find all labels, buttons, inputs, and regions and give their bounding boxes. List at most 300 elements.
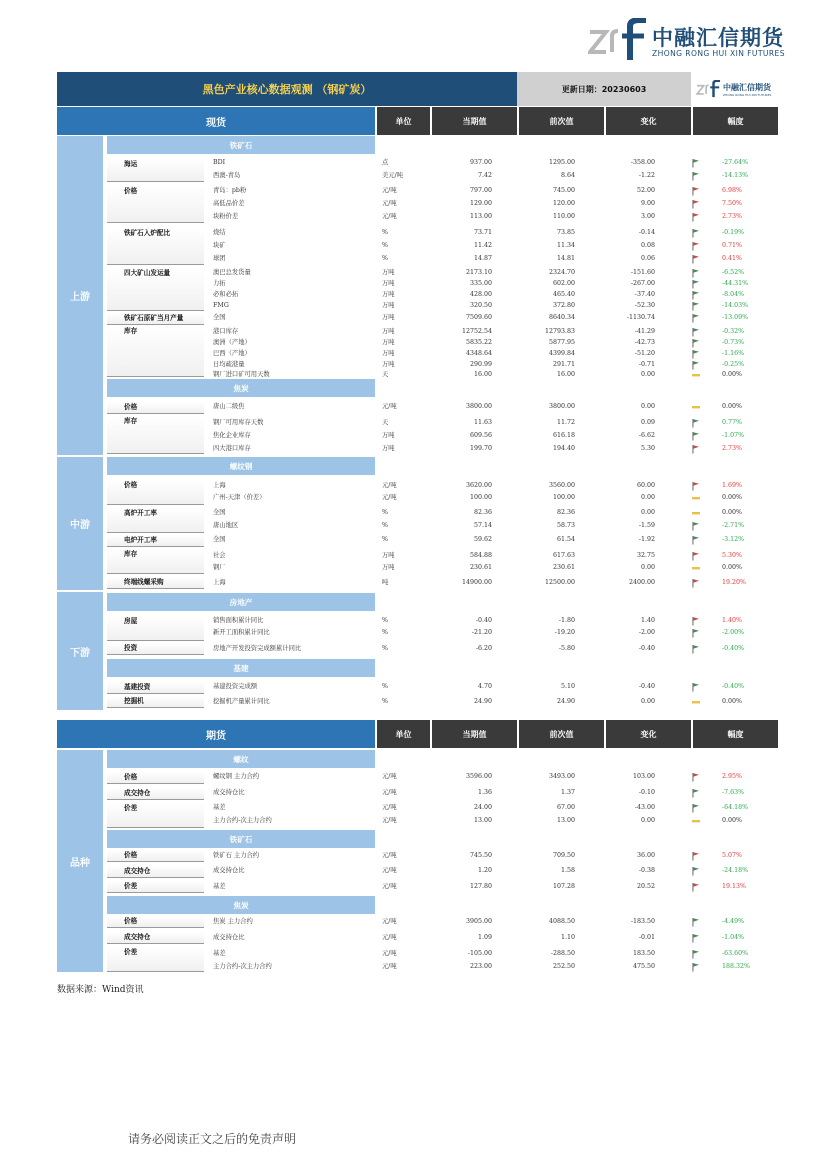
green-flag-icon xyxy=(691,158,701,172)
band-rebar: 螺纹钢 xyxy=(107,457,375,475)
indicator-cell: 销售面积累计同比 xyxy=(213,617,264,624)
mini-logo-english: ZHONG RONG HUI XIN FUTURES xyxy=(723,93,772,97)
table-row xyxy=(107,493,778,503)
current-value-cell: -6.20 xyxy=(475,645,492,652)
unit-cell: 元/吨 xyxy=(382,773,397,780)
category-label: 海运 xyxy=(107,159,204,182)
table-row xyxy=(107,851,778,861)
current-value-cell: 199.70 xyxy=(469,445,492,452)
logo-chinese-name: 中融汇信期货 xyxy=(652,26,784,50)
table-row xyxy=(107,228,778,238)
previous-value-cell: 1295.00 xyxy=(548,159,575,166)
indicator-cell: 钢厂 xyxy=(213,564,226,571)
previous-value-cell: 465.40 xyxy=(552,291,575,298)
previous-value-cell: 5.10 xyxy=(560,683,575,690)
unit-cell: 万吨 xyxy=(382,314,395,321)
red-flag-icon xyxy=(691,772,701,786)
red-flag-icon xyxy=(691,254,701,268)
current-value-cell: 12752.54 xyxy=(461,328,492,335)
current-value-cell: 290.99 xyxy=(469,361,492,368)
percent-cell: 2.73% xyxy=(722,445,743,452)
unit-cell: % xyxy=(382,698,388,705)
current-value-cell: 2173.10 xyxy=(465,269,492,276)
green-flag-icon xyxy=(691,949,701,963)
indicator-cell: FMG xyxy=(213,302,229,309)
current-value-cell: 1.36 xyxy=(477,789,492,796)
band-iron-ore: 铁矿石 xyxy=(107,136,375,154)
change-cell: -0.40 xyxy=(638,645,655,652)
unit-cell: 元/吨 xyxy=(382,934,397,941)
table-row xyxy=(107,313,778,323)
current-value-cell: 11.63 xyxy=(473,419,492,426)
column-unit: 单位 xyxy=(375,720,430,748)
previous-value-cell: 82.36 xyxy=(556,509,575,516)
percent-cell: 19.20% xyxy=(722,579,747,586)
current-value-cell: -105.00 xyxy=(467,950,492,957)
indicator-cell: 螺纹钢 主力合约 xyxy=(213,773,260,780)
change-cell: 9.00 xyxy=(640,200,655,207)
percent-cell: 188.32% xyxy=(722,963,751,970)
current-value-cell: 113.00 xyxy=(469,213,492,220)
disclaimer-note: 请务必阅读正文之后的免责声明 xyxy=(128,1132,297,1146)
change-cell: -0.10 xyxy=(638,789,655,796)
unit-cell: 元/吨 xyxy=(382,789,397,796)
table-row xyxy=(107,199,778,209)
percent-cell: -0.25% xyxy=(722,361,745,368)
percent-cell: 19.13% xyxy=(722,883,747,890)
table-row xyxy=(107,644,778,654)
current-value-cell: 3596.00 xyxy=(465,773,492,780)
change-cell: 20.52 xyxy=(636,883,655,890)
change-cell: 0.06 xyxy=(640,255,655,262)
flat-bar-icon xyxy=(691,816,701,830)
change-cell: 0.00 xyxy=(640,817,655,824)
indicator-cell: 钢厂进口矿可用天数 xyxy=(213,371,270,378)
current-value-cell: 59.62 xyxy=(473,536,492,543)
unit-cell: 万吨 xyxy=(382,361,395,368)
unit-cell: 元/吨 xyxy=(382,817,397,824)
change-cell: 0.08 xyxy=(640,242,655,249)
percent-cell: -2.71% xyxy=(722,522,745,529)
current-value-cell: 609.56 xyxy=(469,432,492,439)
percent-cell: 0.41% xyxy=(722,255,743,262)
unit-cell: % xyxy=(382,229,388,236)
indicator-cell: 成交持仓比 xyxy=(213,934,245,941)
category-label: 价格 xyxy=(107,186,204,223)
green-flag-icon xyxy=(691,866,701,880)
current-value-cell: 100.00 xyxy=(469,494,492,501)
change-cell: 0.00 xyxy=(640,509,655,516)
indicator-cell: 基差 xyxy=(213,950,226,957)
change-cell: -6.62 xyxy=(638,432,655,439)
previous-value-cell: 100.00 xyxy=(552,494,575,501)
percent-cell: -3.12% xyxy=(722,536,745,543)
category-label: 价格 xyxy=(107,916,204,928)
change-cell: -0.01 xyxy=(638,934,655,941)
previous-value-cell: -19.20 xyxy=(554,629,575,636)
unit-cell: 元/吨 xyxy=(382,482,397,489)
previous-value-cell: 709.50 xyxy=(552,852,575,859)
percent-cell: 0.77% xyxy=(722,419,743,426)
percent-cell: -0.19% xyxy=(722,229,745,236)
percent-cell: -0.40% xyxy=(722,645,745,652)
unit-cell: 万吨 xyxy=(382,328,395,335)
category-label: 终端线螺采购 xyxy=(107,577,204,589)
percent-cell: 1.40% xyxy=(722,617,743,624)
indicator-cell: 必和必拓 xyxy=(213,291,239,298)
indicator-cell: 基差 xyxy=(213,883,226,890)
column-change: 变化 xyxy=(604,107,691,135)
indicator-cell: 烧结 xyxy=(213,229,226,236)
table-row xyxy=(107,917,778,927)
unit-cell: 元/吨 xyxy=(382,187,397,194)
previous-value-cell: 745.00 xyxy=(552,187,575,194)
current-value-cell: 3905.00 xyxy=(465,918,492,925)
indicator-cell: 唐山二级焦 xyxy=(213,403,245,410)
table-row xyxy=(107,290,778,300)
current-value-cell: 1.20 xyxy=(477,867,492,874)
change-cell: 1.40 xyxy=(640,617,655,624)
current-value-cell: 937.00 xyxy=(469,159,492,166)
change-cell: -183.50 xyxy=(630,918,655,925)
percent-cell: 0.00% xyxy=(722,371,743,378)
unit-cell: 万吨 xyxy=(382,302,395,309)
column-change: 变化 xyxy=(604,720,691,748)
indicator-cell: 块粉价差 xyxy=(213,213,239,220)
indicator-cell: 球团 xyxy=(213,255,226,262)
red-flag-icon xyxy=(691,212,701,226)
company-logo xyxy=(588,18,785,64)
column-percent: 幅度 xyxy=(691,720,778,748)
indicator-cell: 澳洲（产地） xyxy=(213,339,251,346)
unit-cell: 万吨 xyxy=(382,432,395,439)
unit-cell: 元/吨 xyxy=(382,213,397,220)
table-row xyxy=(107,535,778,545)
table-row xyxy=(107,788,778,798)
unit-cell: 元/吨 xyxy=(382,200,397,207)
previous-value-cell: 5877.95 xyxy=(548,339,575,346)
change-cell: 3.00 xyxy=(640,213,655,220)
unit-cell: 元/吨 xyxy=(382,950,397,957)
change-cell: 103.00 xyxy=(632,773,655,780)
percent-cell: 0.00% xyxy=(722,494,743,501)
current-value-cell: 584.88 xyxy=(469,552,492,559)
column-percent: 幅度 xyxy=(691,107,778,135)
change-cell: -358.00 xyxy=(630,159,655,166)
indicator-cell: 港口库存 xyxy=(213,328,239,335)
band-coke: 焦炭 xyxy=(107,379,375,397)
band-real-estate: 房地产 xyxy=(107,593,375,611)
current-value-cell: 16.00 xyxy=(473,371,492,378)
unit-cell: % xyxy=(382,242,388,249)
table-row xyxy=(107,349,778,359)
futures-section-title: 期货 xyxy=(57,720,375,748)
table-row xyxy=(107,254,778,264)
percent-cell: -14.03% xyxy=(722,302,749,309)
column-unit: 单位 xyxy=(375,107,430,135)
indicator-cell: 全国 xyxy=(213,536,226,543)
indicator-cell: 四大港口库存 xyxy=(213,445,251,452)
indicator-cell: 上海 xyxy=(213,482,226,489)
table-row xyxy=(107,772,778,782)
current-value-cell: 4.70 xyxy=(477,683,492,690)
green-flag-icon xyxy=(691,171,701,185)
category-label: 价格 xyxy=(107,402,204,414)
change-cell: 60.00 xyxy=(636,482,655,489)
table-row xyxy=(107,418,778,428)
table-row xyxy=(107,962,778,972)
indicator-cell: 成交持仓比 xyxy=(213,867,245,874)
indicator-cell: 基差 xyxy=(213,804,226,811)
table-row xyxy=(107,370,778,380)
green-flag-icon xyxy=(691,682,701,696)
green-flag-icon xyxy=(691,962,701,976)
data-source-note: 数据来源：Wind资讯 xyxy=(57,985,144,995)
table-row xyxy=(107,563,778,573)
previous-value-cell: 58.73 xyxy=(556,522,575,529)
percent-cell: -0.73% xyxy=(722,339,745,346)
previous-value-cell: 4088.50 xyxy=(548,918,575,925)
table-row xyxy=(107,628,778,638)
current-value-cell: 14.87 xyxy=(473,255,492,262)
previous-value-cell: 1.10 xyxy=(560,934,575,941)
percent-cell: 5.07% xyxy=(722,852,743,859)
unit-cell: % xyxy=(382,509,388,516)
unit-cell: 万吨 xyxy=(382,552,395,559)
table-row xyxy=(107,360,778,370)
current-value-cell: 4348.64 xyxy=(465,350,492,357)
indicator-cell: 块矿 xyxy=(213,242,226,249)
previous-value-cell: 13.00 xyxy=(556,817,575,824)
indicator-cell: 全国 xyxy=(213,314,226,321)
indicator-cell: BDI xyxy=(213,159,226,166)
percent-cell: 2.73% xyxy=(722,213,743,220)
table-row xyxy=(107,301,778,311)
spot-section-title: 现货 xyxy=(57,107,375,135)
previous-value-cell: 3493.00 xyxy=(548,773,575,780)
unit-cell: % xyxy=(382,683,388,690)
current-value-cell: 129.00 xyxy=(469,200,492,207)
change-cell: -0.14 xyxy=(638,229,655,236)
unit-cell: 美元/吨 xyxy=(382,172,404,179)
indicator-cell: 基建投资完成额 xyxy=(213,683,258,690)
futures-header-row xyxy=(57,720,778,748)
green-flag-icon xyxy=(691,803,701,817)
previous-value-cell: 11.72 xyxy=(556,419,575,426)
percent-cell: -0.40% xyxy=(722,683,745,690)
update-date: 更新日期：20230603 xyxy=(517,72,691,106)
indicator-cell: 高低品价差 xyxy=(213,200,245,207)
category-label: 价格 xyxy=(107,480,204,505)
category-label: 铁矿石原矿当月产量 xyxy=(107,313,204,325)
mini-logo-chinese: 中融汇信期货 xyxy=(723,83,771,92)
change-cell: 0.00 xyxy=(640,564,655,571)
change-cell: -1.59 xyxy=(638,522,655,529)
change-cell: 475.50 xyxy=(632,963,655,970)
table-row xyxy=(107,241,778,251)
previous-value-cell: 3800.00 xyxy=(548,403,575,410)
previous-value-cell: -5.80 xyxy=(558,645,575,652)
previous-value-cell: -288.50 xyxy=(550,950,575,957)
unit-cell: 元/吨 xyxy=(382,403,397,410)
previous-value-cell: -1.80 xyxy=(558,617,575,624)
unit-cell: 天 xyxy=(382,371,389,378)
green-flag-icon xyxy=(691,313,701,327)
change-cell: -1.92 xyxy=(638,536,655,543)
previous-value-cell: 1.58 xyxy=(560,867,575,874)
percent-cell: -1.16% xyxy=(722,350,745,357)
change-cell: 0.00 xyxy=(640,494,655,501)
previous-value-cell: 120.00 xyxy=(552,200,575,207)
table-row xyxy=(107,402,778,412)
green-flag-icon xyxy=(691,933,701,947)
green-flag-icon xyxy=(691,418,701,432)
percent-cell: -1.04% xyxy=(722,934,745,941)
indicator-cell: 力拓 xyxy=(213,280,226,287)
change-cell: 0.00 xyxy=(640,698,655,705)
previous-value-cell: 372.80 xyxy=(552,302,575,309)
table-row xyxy=(107,697,778,707)
previous-value-cell: 602.00 xyxy=(552,280,575,287)
table-row xyxy=(107,682,778,692)
segment-downstream: 下游 xyxy=(57,592,103,710)
current-value-cell: 7.42 xyxy=(477,172,492,179)
green-flag-icon xyxy=(691,917,701,931)
current-value-cell: -21.20 xyxy=(471,629,492,636)
unit-cell: 万吨 xyxy=(382,269,395,276)
percent-cell: -6.52% xyxy=(722,269,745,276)
category-label: 库存 xyxy=(107,549,204,574)
previous-value-cell: 3560.00 xyxy=(548,482,575,489)
segment-upstream: 上游 xyxy=(57,136,103,455)
category-label: 价差 xyxy=(107,803,204,828)
previous-value-cell: 8640.34 xyxy=(548,314,575,321)
indicator-cell: 巴西（产地） xyxy=(213,350,251,357)
unit-cell: 点 xyxy=(382,159,389,166)
current-value-cell: 230.61 xyxy=(469,564,492,571)
change-cell: 36.00 xyxy=(636,852,655,859)
green-flag-icon xyxy=(691,644,701,658)
current-value-cell: 73.71 xyxy=(473,229,492,236)
change-cell: -1130.74 xyxy=(626,314,655,321)
indicator-cell: 澳巴总发货量 xyxy=(213,269,251,276)
percent-cell: -7.63% xyxy=(722,789,745,796)
unit-cell: 元/吨 xyxy=(382,963,397,970)
red-flag-icon xyxy=(691,578,701,592)
indicator-cell: 青岛：pb粉 xyxy=(213,187,247,194)
change-cell: -2.00 xyxy=(638,629,655,636)
indicator-cell: 挖掘机产量累计同比 xyxy=(213,698,270,705)
table-row xyxy=(107,158,778,168)
category-label: 铁矿石入炉配比 xyxy=(107,228,204,265)
previous-value-cell: 4399.84 xyxy=(548,350,575,357)
change-cell: 183.50 xyxy=(632,950,655,957)
percent-cell: -14.13% xyxy=(722,172,749,179)
indicator-cell: 焦炭 主力合约 xyxy=(213,918,253,925)
green-flag-icon xyxy=(691,228,701,242)
change-cell: -42.73 xyxy=(634,339,655,346)
percent-cell: 0.00% xyxy=(722,564,743,571)
logo-mark-icon xyxy=(588,18,650,62)
column-previous: 前次值 xyxy=(517,720,604,748)
previous-value-cell: 230.61 xyxy=(552,564,575,571)
indicator-cell: 唐山地区 xyxy=(213,522,239,529)
unit-cell: % xyxy=(382,629,388,636)
change-cell: -1.22 xyxy=(638,172,655,179)
table-row xyxy=(107,268,778,278)
unit-cell: 元/吨 xyxy=(382,494,397,501)
spot-header-row xyxy=(57,107,778,135)
table-row xyxy=(107,551,778,561)
percent-cell: -13.09% xyxy=(722,314,749,321)
category-label: 基建投资 xyxy=(107,682,204,694)
previous-value-cell: 16.00 xyxy=(556,371,575,378)
indicator-cell: 社会 xyxy=(213,552,226,559)
percent-cell: -27.64% xyxy=(722,159,749,166)
change-cell: 0.00 xyxy=(640,371,655,378)
band-coke-futures: 焦炭 xyxy=(107,896,375,914)
flat-bar-icon xyxy=(691,563,701,577)
indicator-cell: 铁矿石 主力合约 xyxy=(213,852,260,859)
current-value-cell: 24.00 xyxy=(473,804,492,811)
indicator-cell: 新开工面积累计同比 xyxy=(213,629,270,636)
category-label: 投资 xyxy=(107,643,204,655)
unit-cell: 万吨 xyxy=(382,291,395,298)
red-flag-icon xyxy=(691,241,701,255)
green-flag-icon xyxy=(691,788,701,802)
table-row xyxy=(107,578,778,588)
current-value-cell: 24.90 xyxy=(473,698,492,705)
current-value-cell: 3620.00 xyxy=(465,482,492,489)
red-flag-icon xyxy=(691,851,701,865)
previous-value-cell: 617.63 xyxy=(552,552,575,559)
column-current: 当期值 xyxy=(430,107,517,135)
previous-value-cell: 194.40 xyxy=(552,445,575,452)
banner-logo xyxy=(691,72,778,106)
current-value-cell: 11.42 xyxy=(473,242,492,249)
indicator-cell: 西澳-青岛 xyxy=(213,172,241,179)
percent-cell: -0.32% xyxy=(722,328,745,335)
previous-value-cell: 11.34 xyxy=(556,242,575,249)
category-label: 成交持仓 xyxy=(107,866,204,878)
unit-cell: 万吨 xyxy=(382,280,395,287)
percent-cell: 2.95% xyxy=(722,773,743,780)
previous-value-cell: 8.64 xyxy=(560,172,575,179)
current-value-cell: 335.00 xyxy=(469,280,492,287)
category-label: 高炉开工率 xyxy=(107,508,204,533)
previous-value-cell: 616.18 xyxy=(552,432,575,439)
table-row xyxy=(107,444,778,454)
green-flag-icon xyxy=(691,521,701,535)
percent-cell: -63.60% xyxy=(722,950,749,957)
category-label: 成交持仓 xyxy=(107,788,204,800)
current-value-cell: 127.80 xyxy=(469,883,492,890)
percent-cell: 6.98% xyxy=(722,187,743,194)
flat-bar-icon xyxy=(691,508,701,522)
mini-logo-icon xyxy=(695,80,723,98)
current-value-cell: 320.50 xyxy=(469,302,492,309)
change-cell: 0.09 xyxy=(640,419,655,426)
current-value-cell: -0.40 xyxy=(475,617,492,624)
unit-cell: 吨 xyxy=(382,579,389,586)
unit-cell: % xyxy=(382,522,388,529)
percent-cell: -64.18% xyxy=(722,804,749,811)
table-row xyxy=(107,431,778,441)
red-flag-icon xyxy=(691,199,701,213)
previous-value-cell: 24.90 xyxy=(556,698,575,705)
logo-english-name: ZHONG RONG HUI XIN FUTURES xyxy=(652,49,785,58)
change-cell: 52.00 xyxy=(636,187,655,194)
